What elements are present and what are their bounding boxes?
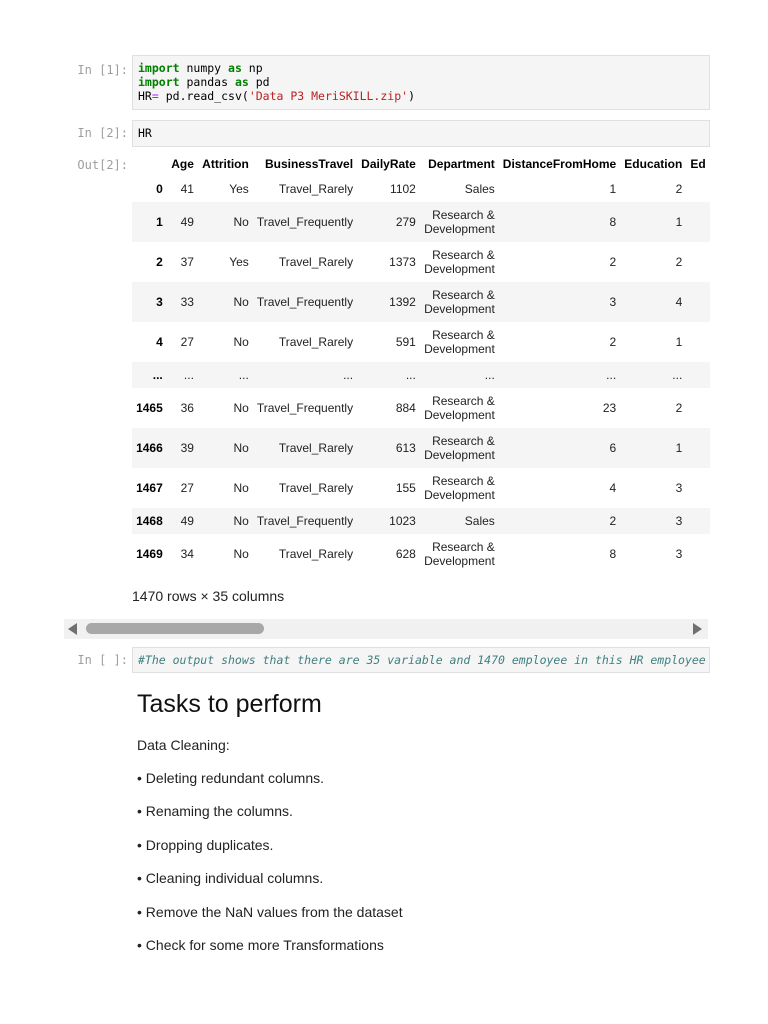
cell-daily-rate: 591: [395, 335, 416, 349]
cell-department: [420, 362, 499, 388]
cell-attrition: Yes: [229, 255, 249, 269]
keyword: as: [228, 61, 242, 75]
list-item: • Deleting redundant columns.: [137, 770, 325, 786]
cell-truncated: [686, 428, 710, 468]
cell-attrition: No: [233, 401, 249, 415]
row-index: 1469: [136, 547, 163, 561]
dataframe-dimensions: 1470 rows × 35 columns: [132, 588, 285, 604]
markdown-paragraph: Data Cleaning:: [137, 737, 230, 753]
cell-department: [420, 428, 499, 468]
cell-business-travel: ...: [343, 368, 354, 382]
cell-3-prompt: In [ ]:: [77, 653, 128, 667]
column-header: Education: [624, 157, 683, 171]
cell-attrition: No: [233, 547, 249, 561]
cell-education: 2: [675, 255, 683, 269]
department-line: Development: [424, 342, 495, 356]
table-row: [132, 362, 710, 388]
cell-business-travel: Travel_Frequently: [256, 514, 354, 528]
column-header: Ed: [690, 157, 706, 171]
row-index: 1466: [136, 441, 163, 455]
cell-daily-rate: 884: [395, 401, 416, 415]
department-line: Development: [424, 554, 495, 568]
cell-age: 41: [180, 182, 194, 196]
code-text: numpy: [179, 61, 229, 75]
row-index: 3: [156, 295, 163, 309]
cell-education: 3: [675, 547, 683, 561]
row-index: 1468: [136, 514, 163, 528]
cell-education: 2: [675, 182, 683, 196]
row-index: 2: [156, 255, 163, 269]
department-line: Sales: [464, 182, 495, 196]
cell-truncated: [686, 508, 710, 534]
dataframe-output: [132, 152, 710, 576]
cell-age: 36: [180, 401, 194, 415]
cell-age: 27: [180, 335, 194, 349]
cell-distance-from-home: 1: [609, 182, 617, 196]
cell-truncated: [686, 242, 710, 282]
cell-age: 37: [180, 255, 194, 269]
cell-attrition: ...: [238, 368, 249, 382]
cell-age: 34: [180, 547, 194, 561]
department-line: Development: [424, 302, 495, 316]
cell-2-output-prompt: Out[2]:: [77, 158, 128, 172]
cell-distance-from-home: 2: [609, 335, 617, 349]
code-text: pandas: [179, 75, 235, 89]
row-index: 1465: [136, 401, 163, 415]
cell-daily-rate: 279: [395, 215, 416, 229]
table-row: [132, 282, 710, 322]
department-line: Research &: [432, 208, 495, 222]
cell-distance-from-home: 23: [602, 401, 617, 415]
code-text: np: [241, 61, 263, 75]
cell-education: 3: [675, 514, 683, 528]
code-text: HR: [138, 89, 152, 103]
department-line: Research &: [432, 288, 495, 302]
department-line: Development: [424, 488, 495, 502]
cell-education: 4: [675, 295, 683, 309]
cell-3-code-editor[interactable]: [132, 647, 710, 673]
cell-business-travel: Travel_Frequently: [256, 215, 354, 229]
table-row: [132, 508, 710, 534]
column-header: Age: [171, 157, 194, 171]
cell-attrition: No: [233, 215, 249, 229]
department-line: Development: [424, 222, 495, 236]
table-row: [132, 388, 710, 428]
cell-age: ...: [183, 368, 194, 382]
table-row: [132, 534, 710, 574]
code-text: HR: [138, 126, 152, 140]
column-header: DistanceFromHome: [502, 157, 617, 171]
cell-business-travel: Travel_Rarely: [278, 481, 354, 495]
cell-distance-from-home: 4: [609, 481, 617, 495]
keyword: import: [138, 75, 180, 89]
table-row: [132, 242, 710, 282]
cell-education: 1: [675, 335, 683, 349]
cell-distance-from-home: 6: [609, 441, 617, 455]
cell-department: [420, 508, 499, 534]
cell-business-travel: Travel_Rarely: [278, 182, 354, 196]
list-item: • Check for some more Transformations: [137, 937, 384, 953]
department-line: Research &: [432, 248, 495, 262]
cell-distance-from-home: 8: [609, 547, 617, 561]
cell-department: [420, 242, 499, 282]
row-index: 1467: [136, 481, 163, 495]
cell-department: [420, 282, 499, 322]
cell-education: 2: [675, 401, 683, 415]
scrollbar-thumb[interactable]: [86, 623, 264, 634]
table-row: [132, 468, 710, 508]
cell-1-prompt: In [1]:: [77, 63, 128, 77]
cell-distance-from-home: 2: [609, 514, 617, 528]
row-index: ...: [152, 368, 163, 382]
operator: =: [151, 89, 159, 103]
table-row: [132, 322, 710, 362]
cell-attrition: No: [233, 514, 249, 528]
cell-daily-rate: 628: [395, 547, 416, 561]
cell-education: 1: [675, 441, 683, 455]
cell-age: 49: [180, 215, 194, 229]
cell-daily-rate: ...: [405, 368, 416, 382]
code-text: pd: [248, 75, 270, 89]
cell-business-travel: Travel_Frequently: [256, 401, 354, 415]
cell-distance-from-home: 3: [609, 295, 617, 309]
column-header: Department: [428, 157, 495, 171]
department-line: Development: [424, 408, 495, 422]
cell-business-travel: Travel_Rarely: [278, 547, 354, 561]
table-row: [132, 428, 710, 468]
column-header-index: [132, 152, 167, 176]
cell-age: 39: [180, 441, 194, 455]
cell-department: [420, 534, 499, 574]
code-text: ): [408, 89, 415, 103]
list-item: • Cleaning individual columns.: [137, 870, 324, 886]
cell-distance-from-home: 2: [609, 255, 617, 269]
column-header: BusinessTravel: [265, 157, 354, 171]
cell-department: [420, 468, 499, 508]
table-row: [132, 202, 710, 242]
cell-2-code-editor[interactable]: [132, 120, 710, 147]
list-item: • Remove the NaN values from the dataset: [137, 904, 403, 920]
cell-business-travel: Travel_Rarely: [278, 255, 354, 269]
cell-daily-rate: 155: [395, 481, 416, 495]
code-comment: #The output shows that there are 35 variable and 1470 employee in this HR employee: [138, 653, 706, 667]
cell-truncated: [686, 282, 710, 322]
cell-distance-from-home: 8: [609, 215, 617, 229]
markdown-heading: Tasks to perform: [137, 690, 322, 718]
department-line: Development: [424, 448, 495, 462]
cell-attrition: No: [233, 335, 249, 349]
cell-education: 3: [675, 481, 683, 495]
list-item: • Dropping duplicates.: [137, 837, 274, 853]
row-index: 1: [156, 215, 163, 229]
cell-truncated: [686, 468, 710, 508]
department-line: Research &: [432, 474, 495, 488]
cell-truncated: [686, 362, 710, 388]
cell-attrition: No: [233, 441, 249, 455]
cell-daily-rate: 613: [395, 441, 416, 455]
cell-department: [420, 202, 499, 242]
cell-truncated: [686, 534, 710, 574]
table-header-row: [132, 152, 710, 176]
column-header: Attrition: [202, 157, 249, 171]
row-index: 0: [156, 182, 163, 196]
cell-attrition: No: [233, 295, 249, 309]
triangle-right-icon[interactable]: [693, 623, 702, 635]
dataframe-table: [132, 152, 710, 574]
cell-age: 49: [180, 514, 194, 528]
cell-truncated: [686, 202, 710, 242]
cell-education: 1: [675, 215, 683, 229]
list-item: • Renaming the columns.: [137, 803, 293, 819]
keyword: import: [138, 61, 180, 75]
cell-education: ...: [672, 368, 683, 382]
string-literal: 'Data P3 MeriSKILL.zip': [248, 89, 409, 103]
department-line: ...: [484, 368, 495, 382]
cell-department: [420, 388, 499, 428]
cell-daily-rate: 1023: [389, 514, 416, 528]
cell-daily-rate: 1373: [389, 255, 416, 269]
department-line: Research &: [432, 394, 495, 408]
department-line: Research &: [432, 328, 495, 342]
department-line: Research &: [432, 540, 495, 554]
keyword: as: [234, 75, 249, 89]
cell-business-travel: Travel_Frequently: [256, 295, 354, 309]
cell-truncated: [686, 176, 710, 202]
cell-daily-rate: 1392: [389, 295, 416, 309]
cell-attrition: No: [233, 481, 249, 495]
department-line: Sales: [464, 514, 495, 528]
department-line: Research &: [432, 434, 495, 448]
cell-1-code-editor[interactable]: [132, 55, 710, 110]
cell-department: [420, 176, 499, 202]
code-text: pd.read_csv(: [158, 89, 249, 103]
cell-age: 33: [180, 295, 194, 309]
horizontal-scrollbar[interactable]: [64, 619, 708, 639]
cell-attrition: Yes: [229, 182, 249, 196]
cell-department: [420, 322, 499, 362]
cell-2-prompt: In [2]:: [77, 126, 128, 140]
cell-truncated: [686, 322, 710, 362]
table-row: [132, 176, 710, 202]
cell-age: 27: [180, 481, 194, 495]
triangle-left-icon[interactable]: [68, 623, 77, 635]
cell-business-travel: Travel_Rarely: [278, 335, 354, 349]
cell-truncated: [686, 388, 710, 428]
row-index: 4: [156, 335, 163, 349]
department-line: Development: [424, 262, 495, 276]
cell-daily-rate: 1102: [390, 182, 416, 196]
cell-distance-from-home: ...: [606, 368, 617, 382]
cell-business-travel: Travel_Rarely: [278, 441, 354, 455]
column-header: DailyRate: [361, 157, 416, 171]
